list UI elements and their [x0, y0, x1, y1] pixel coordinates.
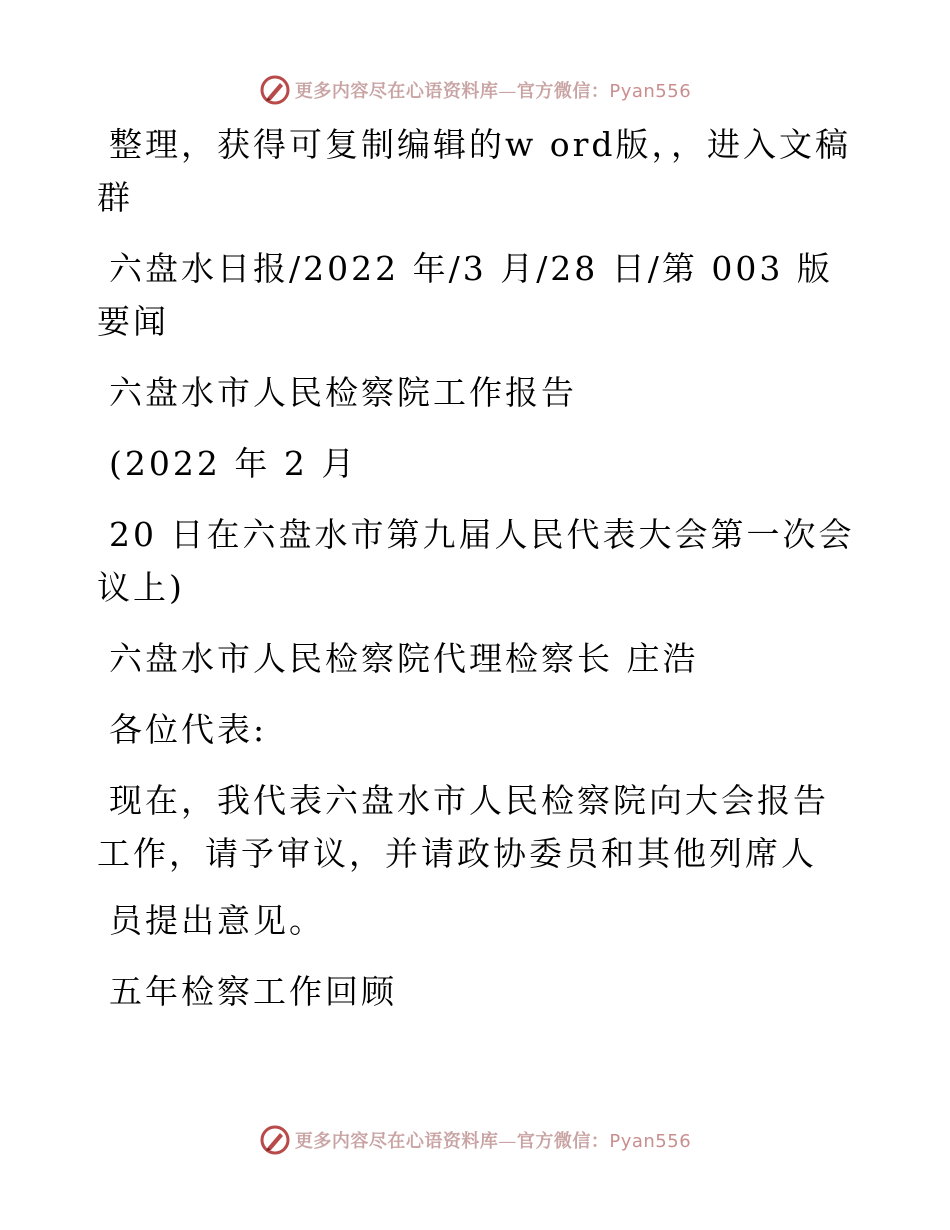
banner-separator: —: [498, 1131, 517, 1152]
pen-logo-icon: [259, 1124, 291, 1156]
paragraph-salutation: 各位代表:: [109, 710, 268, 749]
document-body: [97, 118, 857, 1036]
banner-wechat-id: Pyan556: [609, 81, 692, 102]
paragraph-section-heading: 五年检察工作回顾: [109, 972, 397, 1011]
paragraph-opening-cont: 员提出意见。: [109, 901, 325, 940]
paragraph-intro: 整理，获得可复制编辑的w ord版，，进入文稿群: [97, 125, 852, 217]
banner-text: [295, 77, 691, 103]
banner-wechat-id: Pyan556: [609, 1131, 692, 1152]
paragraph-source: 六盘水日报/2022 年/3 月/28 日/第 003 版要闻: [97, 249, 833, 341]
banner-contact-label: 官方微信：: [516, 1131, 610, 1152]
banner-lead: 更多内容尽在心语资料库: [294, 1131, 499, 1152]
paragraph-date: (2022 年 2 月: [109, 444, 358, 483]
footer-banner: [0, 1122, 950, 1158]
banner-lead: 更多内容尽在心语资料库: [294, 81, 499, 102]
paragraph-title: 六盘水市人民检察院工作报告: [109, 373, 577, 412]
pen-logo-icon: [259, 74, 291, 106]
header-banner: [0, 72, 950, 108]
paragraph-opening: 现在，我代表六盘水市人民检察院向大会报告工作，请予审议，并请政协委员和其他列席人: [97, 781, 829, 873]
banner-separator: —: [498, 81, 517, 102]
banner-contact-label: 官方微信：: [516, 81, 610, 102]
paragraph-occasion: 20 日在六盘水市第九届人民代表大会第一次会议上): [97, 515, 855, 607]
banner-text: [295, 1127, 691, 1153]
paragraph-speaker: 六盘水市人民检察院代理检察长 庄浩: [109, 639, 699, 678]
